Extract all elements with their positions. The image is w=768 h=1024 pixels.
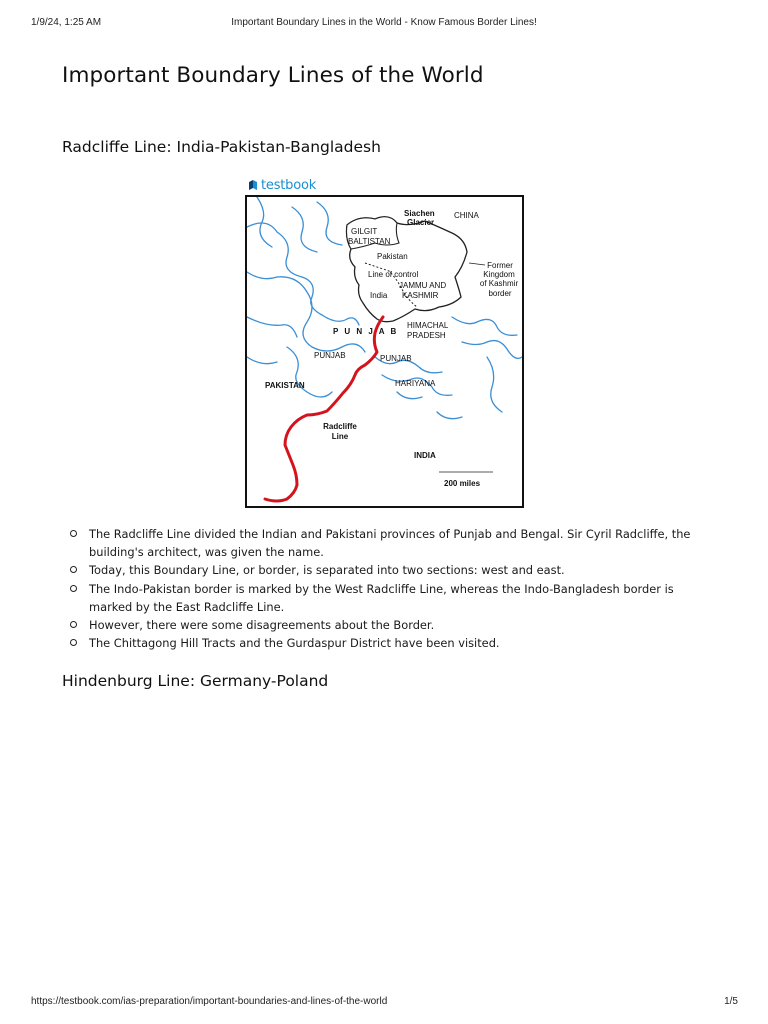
list-item — [70, 634, 710, 652]
bullet-text: Today, this Boundary Line, or border, is separated into two sections: west and east. — [89, 563, 565, 578]
map-label-of-kashmir: of Kashmir — [479, 279, 519, 288]
print-date: 1/9/24, 1:25 AM — [31, 17, 102, 28]
print-doc-title: Important Boundary Lines in the World - Know Famous Border Lines! — [231, 17, 537, 28]
print-url[interactable]: https://testbook.com/ias-preparation/important-boundaries-and-lines-of-the-world — [31, 996, 388, 1007]
map-label-jammu-and: JAMMU AND — [399, 281, 447, 290]
map-label-punjab-india: PUNJAB — [380, 354, 412, 363]
bullet-text: However, there were some disagreements about the Border. — [89, 618, 435, 633]
testbook-logo-icon — [248, 180, 258, 191]
map-label-china: CHINA — [454, 211, 479, 220]
bullet-circle-icon — [70, 530, 77, 537]
page-number: 1/5 — [724, 996, 738, 1007]
map-label-border: border — [488, 289, 512, 298]
map-label-pradesh: PRADESH — [407, 331, 446, 340]
map-label-gilgit: GILGIT — [351, 227, 378, 236]
testbook-logo — [248, 177, 316, 193]
map-label-kashmir: KASHMIR — [402, 291, 439, 300]
map-label-glacier: Glacier — [407, 218, 435, 227]
map-label-punjab-pakistan: PUNJAB — [314, 351, 346, 360]
list-item — [70, 525, 710, 561]
bullet-circle-icon — [70, 639, 77, 646]
map-scale-label: 200 miles — [444, 479, 481, 488]
page-title: Important Boundary Lines of the World — [62, 63, 484, 88]
map-label-pakistan-small: Pakistan — [377, 252, 408, 261]
map-label-radcliffe: Radcliffe — [323, 422, 357, 431]
map-label-himachal: HIMACHAL — [407, 321, 449, 330]
bullet-circle-icon — [70, 566, 77, 573]
map-label-baltistan: BALTISTAN — [348, 237, 391, 246]
bullet-circle-icon — [70, 585, 77, 592]
map-label-punjab-wide: P U N J A B — [333, 327, 399, 336]
map-label-kingdom: Kingdom — [483, 270, 515, 279]
section-heading-radcliffe: Radcliffe Line: India-Pakistan-Bangladesh — [62, 138, 381, 156]
bullet-circle-icon — [70, 621, 77, 628]
print-header — [0, 17, 768, 31]
map-label-pakistan: PAKISTAN — [265, 381, 305, 390]
radcliffe-bullet-list — [70, 525, 710, 652]
map-label-india-small: India — [370, 291, 388, 300]
map-label-hariyana: HARIYANA — [395, 379, 436, 388]
radcliffe-line-map — [245, 195, 524, 508]
map-label-former: Former — [487, 261, 513, 270]
bullet-text: The Chittagong Hill Tracts and the Gurdaspur District have been visited. — [89, 636, 500, 651]
map-label-india: INDIA — [414, 451, 436, 460]
bullet-text: The Indo-Pakistan border is marked by the West Radcliffe Line, whereas the Indo-Bangladesh border is marked by the East Radcliffe Line. — [89, 581, 674, 614]
section-heading-hindenburg: Hindenburg Line: Germany-Poland — [62, 672, 329, 690]
map-label-line-of-control: Line of control — [368, 270, 419, 279]
bullet-text: The Radcliffe Line divided the Indian and Pakistani provinces of Punjab and Bengal. Sir Cyril Radcliffe, the building's architect, was given the name. — [89, 527, 691, 560]
list-item — [70, 561, 710, 579]
testbook-logo-text: testbook — [261, 177, 317, 193]
list-item — [70, 616, 710, 634]
map-label-siachen: Siachen — [404, 209, 435, 218]
list-item — [70, 580, 710, 616]
print-footer — [0, 996, 768, 1010]
map-label-line: Line — [331, 432, 349, 441]
